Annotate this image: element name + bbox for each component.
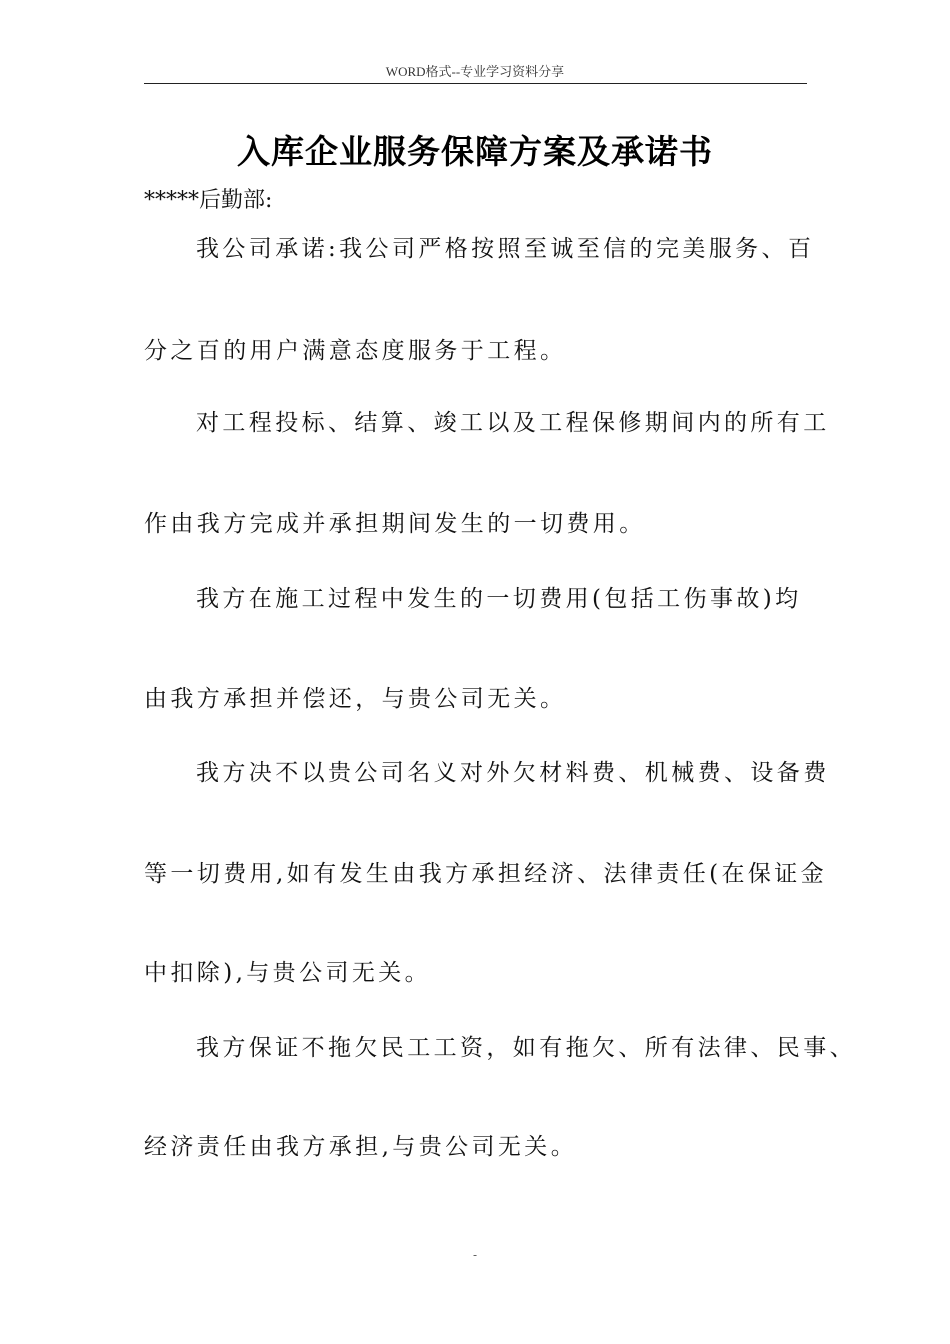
paragraph-2-line-1: 对工程投标、结算、竣工以及工程保修期间内的所有工 bbox=[196, 410, 830, 436]
page-header-text: WORD格式--专业学习资料分享 bbox=[385, 64, 565, 79]
paragraph-5-line-2: 经济责任由我方承担,与贵公司无关。 bbox=[144, 1134, 578, 1160]
header-divider bbox=[144, 83, 807, 84]
paragraph-2-line-2: 作由我方完成并承担期间发生的一切费用。 bbox=[144, 511, 646, 537]
paragraph-3-line-2: 由我方承担并偿还，与贵公司无关。 bbox=[144, 686, 567, 712]
salutation: *****后勤部: bbox=[144, 188, 273, 213]
paragraph-1-line-2: 分之百的用户满意态度服务于工程。 bbox=[144, 338, 567, 364]
paragraph-1-line-1: 我公司承诺:我公司严格按照至诚至信的完美服务、百 bbox=[196, 236, 815, 262]
page-number-mark: - bbox=[472, 1248, 478, 1262]
paragraph-4-line-1: 我方决不以贵公司名义对外欠材料费、机械费、设备费 bbox=[196, 760, 830, 786]
paragraph-5-line-1: 我方保证不拖欠民工工资，如有拖欠、所有法律、民事、 bbox=[196, 1035, 856, 1061]
document-title: 入库企业服务保障方案及承诺书 bbox=[237, 132, 713, 171]
paragraph-3-line-1: 我方在施工过程中发生的一切费用(包括工伤事故)均 bbox=[196, 586, 802, 612]
paragraph-4-line-2: 等一切费用,如有发生由我方承担经济、法律责任(在保证金 bbox=[144, 861, 828, 887]
paragraph-4-line-3: 中扣除),与贵公司无关。 bbox=[144, 960, 432, 986]
